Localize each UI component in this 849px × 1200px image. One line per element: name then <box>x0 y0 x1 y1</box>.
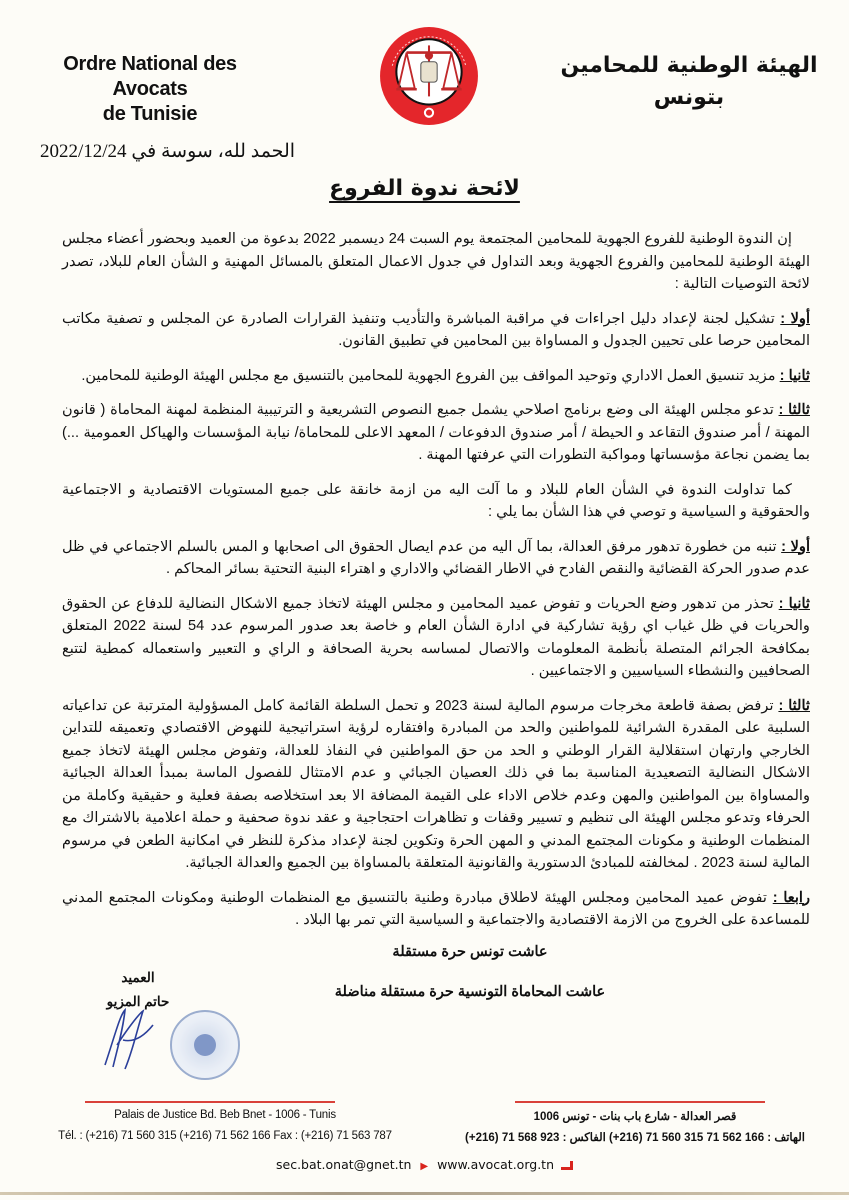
email-link[interactable]: sec.bat.onat@gnet.tn <box>276 1157 412 1172</box>
recommendation-public-3 <box>62 695 810 875</box>
footer-divider-left <box>85 1101 335 1103</box>
document-body <box>62 228 810 944</box>
item-text: تنبه من خطورة تدهور مرفق العدالة، بما آل اليه من عدم ايصال الحقوق الى اصحابها و المس بالسلم الاجتماعي في ظل عدم صدور الحركة القضائية والنقص الفادح في الاطار القضائي والاداري و اهتراء البنية التحتية بسائر المحاكم . <box>62 538 810 577</box>
footer-contact <box>0 1157 849 1172</box>
item-label: ثانيا : <box>778 595 810 612</box>
closing-slogan-2: عاشت المحاماة التونسية حرة مستقلة مناضلة <box>334 984 606 1000</box>
arrow-right-icon: ▶ <box>420 1161 429 1172</box>
website-link[interactable]: www.avocat.org.tn <box>437 1157 554 1172</box>
item-label: ثانيا : <box>779 367 810 384</box>
item-text: تشكيل لجنة لإعداد دليل اجراءات في مراقبة المباشرة والتأديب وتنفيذ القرارات الصادرة عن المجلس و تصفية مكاتب المحامين حرصا على تحيين الجدول و المساواة بين المحامين في تطبيق القانون. <box>62 310 810 349</box>
org-name-french-line1: Ordre National des Avocats <box>63 53 237 100</box>
org-name-arabic <box>559 50 819 114</box>
recommendation-professional-3 <box>62 399 810 467</box>
footer-phones-french: Tél. : (+216) 71 560 315 (+216) 71 562 166 Fax : (+216) 71 563 787 <box>58 1130 392 1142</box>
org-name-arabic-line1: الهيئة الوطنية للمحامين <box>560 53 818 78</box>
scales-of-justice-emblem-icon <box>378 25 480 127</box>
footer-phones-arabic: الهاتف : 166 562 71 315 560 71 (216+) الفاكس : 923 568 71 (216+) <box>465 1132 805 1144</box>
footer-address-french: Palais de Justice Bd. Beb Bnet - 1006 - Tunis <box>114 1109 336 1121</box>
signatory-title: العميد <box>121 970 155 985</box>
org-name-french-line2: de Tunisie <box>102 103 198 125</box>
footer-divider-right <box>515 1101 765 1103</box>
page-bottom-edge <box>0 1192 849 1195</box>
recommendation-professional-2 <box>62 365 810 388</box>
item-label: أولا : <box>781 538 810 555</box>
date-place-line: الحمد لله، سوسة في 2022/12/24 <box>40 141 296 162</box>
signatory-name: حاتم المزيو <box>106 994 170 1009</box>
item-text: مزيد تنسيق العمل الاداري وتوحيد المواقف بين الفروع الجهوية للمحامين بالتنسيق مع مجلس الهيئة الوطنية للمحامين. <box>81 367 780 384</box>
public-affairs-intro: كما تداولت الندوة في الشأن العام للبلاد و ما آلت اليه من ازمة خانقة على جميع المستويات الاقتصادية و الاجتماعية والحقوقية و السياسية و توصي في هذا الشأن بما يلي : <box>62 481 810 520</box>
org-name-french <box>30 52 270 127</box>
footer-address-arabic: قصر العدالة - شارع باب بنات - تونس 1006 <box>533 1111 737 1123</box>
org-name-arabic-line2: بتونس <box>653 85 725 110</box>
item-label: ثالثا : <box>778 402 810 418</box>
item-text: تفوض عميد المحامين ومجلس الهيئة لاطلاق مبادرة وطنية بالتنسيق مع المنظمات الوطنية ومكونات المجتمع المدني للمساعدة على الخروج من الازمة الاقتصادية والاجتماعية و السياسية التي تمر بها البلاد . <box>62 889 810 928</box>
item-label: ثالثا : <box>778 697 810 714</box>
item-label: أولا : <box>780 310 810 327</box>
recommendation-professional-1 <box>62 308 810 353</box>
recommendation-public-1 <box>62 536 810 581</box>
intro-paragraph: إن الندوة الوطنية للفروع الجهوية للمحامين المجتمعة يوم السبت 24 ديسمبر 2022 بدعوة من العميد وبحضور أعضاء مجلس الهيئة الوطنية للمحامين والفروع الجهوية وبعد التداول في جدول الاعمال المتعلق بالمسائل المهنية و الشأن العام للبلاد، تصدر لائحة التوصيات التالية : <box>62 231 810 292</box>
corner-bracket-icon <box>561 1161 573 1170</box>
recommendation-public-2 <box>62 593 810 683</box>
recommendation-public-4 <box>62 887 810 932</box>
item-text: تحذر من تدهور وضع الحريات و تفوض عميد المحامين و مجلس الهيئة لاتخاذ جميع الاشكال النضالية للدفاع عن الحقوق والحريات في ظل غياب اي رؤية تشاركية في ادارة الشأن العام و خاصة بعد صدور المرسوم عدد 54 لسنة 2022 المتعلق بمكافحة الجرائم المتصلة بأنظمة المعلومات والاتصال لمساسه بحرية الصحافة و الراي و التعبير واستعماله كمطية لتتبع الصحافيين والنشطاء السياسيين و الاجتماعيين . <box>62 595 810 679</box>
handwritten-signature-icon <box>95 1005 165 1075</box>
item-text: تدعو مجلس الهيئة الى وضع برنامج اصلاحي يشمل جميع النصوص التشريعية و الترتيبية المنظمة لمهنة المحاماة ( قانون المهنة / أمر صندوق التقاعد و الحيطة / أمر صندوق الدفوعات / المعهد الاعلى للمحاماة/ نيابة المؤسسات والهياكل العمومية ...) بما يضمن نجاعة مؤسساتها ومواكبة التطورات التي عرفتها المهنة . <box>62 402 810 463</box>
official-stamp-icon <box>170 1010 240 1080</box>
document-title: لائحة ندوة الفروع <box>329 176 520 201</box>
item-label: رابعا : <box>772 889 810 906</box>
closing-slogan-1: عاشت تونس حرة مستقلة <box>392 944 548 960</box>
item-text: ترفض بصفة قاطعة مخرجات مرسوم المالية لسنة 2023 و تحمل السلطة القائمة كامل المسؤولية المترتبة عن تداعياته السلبية على المقدرة الشرائية للمواطنين والحد من المبادرة وافتقاره لرؤية استراتيجية للنهوض الاقتصادي وتعميقه للتداين الخارجي وارتهان استقلالية القرار الوطني و الحد من حق المواطنين في النفاذ للعدالة، وتفوض مجلس الهيئة لاتخاذ جميع الاشكال النضالية التصعيدية المناسبة بما في ذلك العصيان الجبائي و عدم الامتثال للفصول الماسة بمبدأ العدالة الجبائية والمساواة بين المواطنين والمهن وعدم خلاص الاداء على القيمة المضافة الا بعد استخلاصه بصفة فعلية و حقيقية وكاملة من الحرفاء وتدعو مجلس الهيئة الى تنظيم و تسيير وقفات و تظاهرات احتجاجية و عقد ندوة صحفية و حملة اعلامية بالاشتراك مع المنظمات الوطنية و مكونات المجتمع المدني و المهن الحرة وتكوين لجنة لإعداد مذكرة للنظر في امكانية الطعن في مرسوم المالية لسنة 2023 . لمخالفته للمبادئ الدستورية والقانونية المتعلقة بالمساواة بين الجميع والعدالة الجبائية. <box>62 697 810 871</box>
